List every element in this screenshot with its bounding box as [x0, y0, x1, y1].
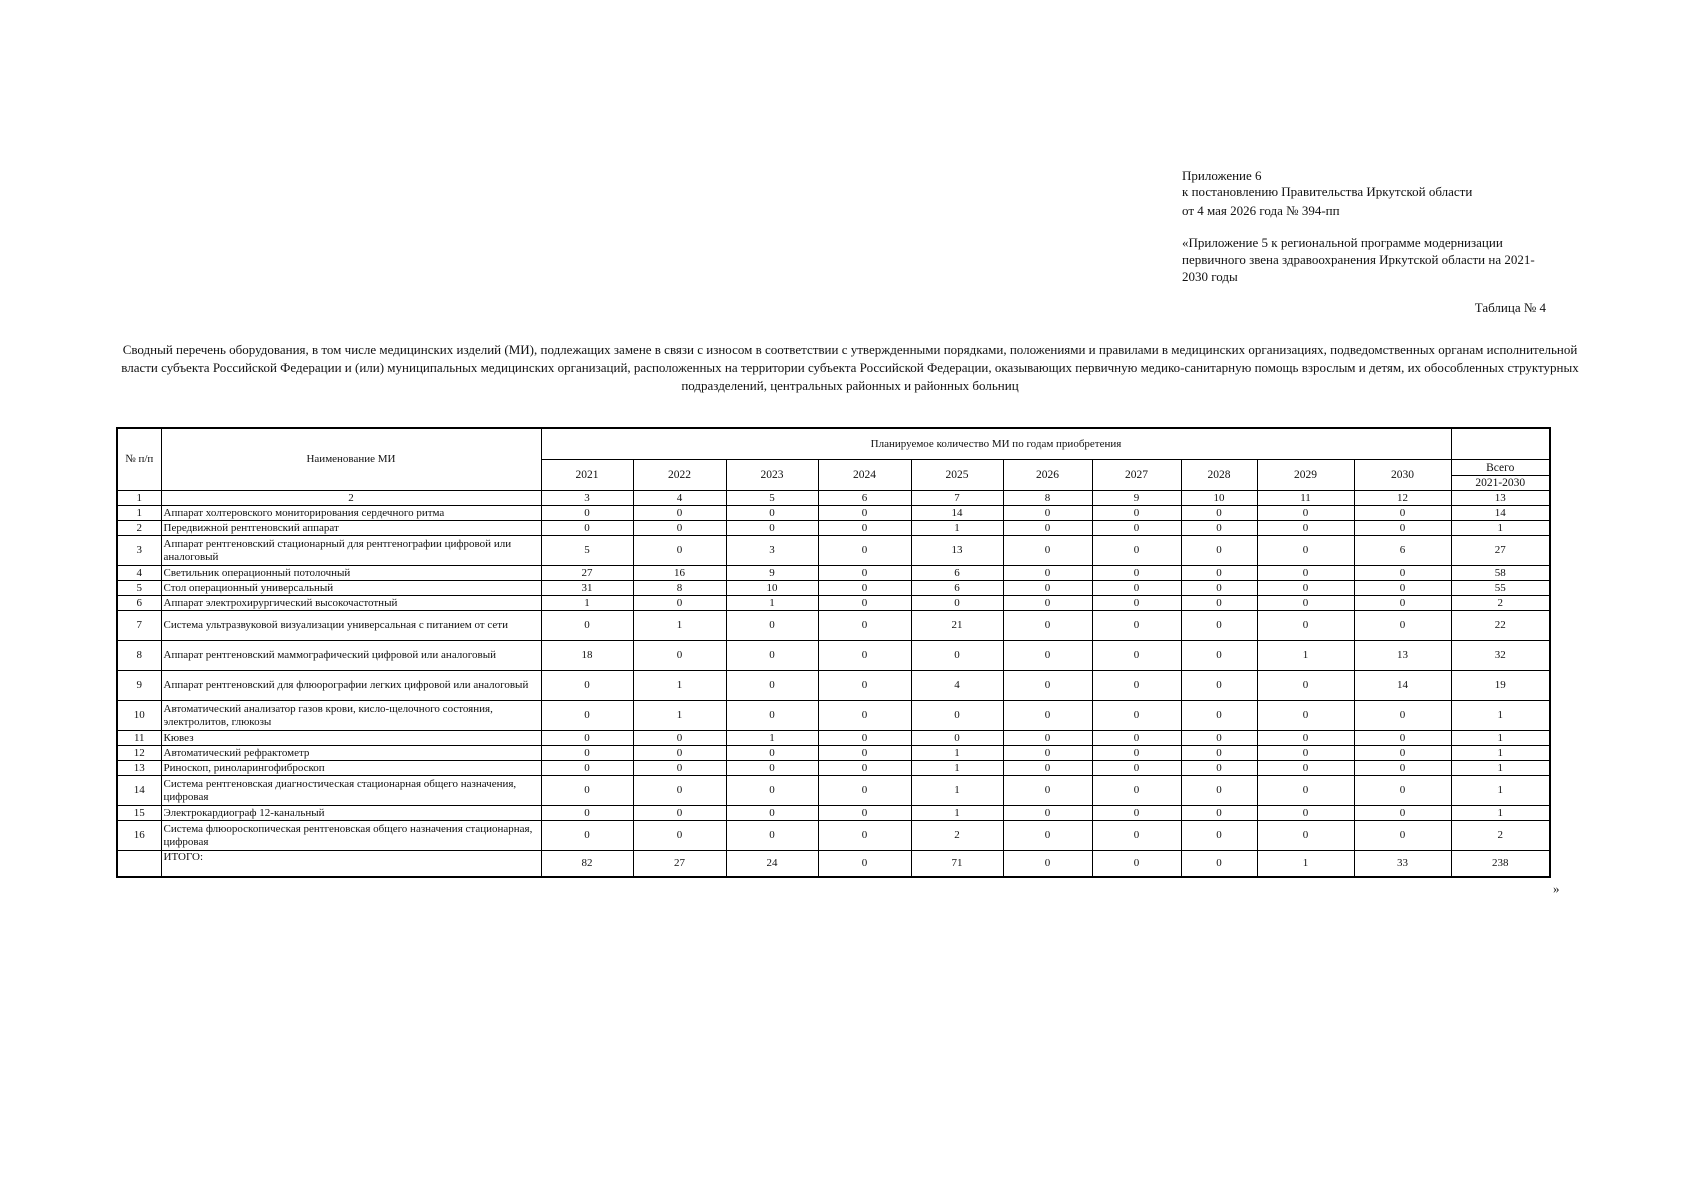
table-row: [117, 671, 1550, 701]
year-quantity: 0: [1354, 521, 1451, 536]
year-quantity: 0: [818, 731, 911, 746]
year-quantity: 0: [541, 521, 633, 536]
year-quantity: 9: [726, 566, 818, 581]
device-name: Риноскоп, риноларингофиброскоп: [161, 761, 541, 776]
program-appendix-reference: «Приложение 5 к региональной программе модернизации первичного звена здравоохранения Иркутской области на 2021-2030 годы: [1182, 235, 1535, 284]
row-total: 1: [1451, 731, 1550, 746]
year-quantity: 0: [1003, 701, 1092, 731]
column-number: 3: [541, 491, 633, 506]
row-number: 14: [117, 776, 161, 806]
year-quantity: 0: [1181, 776, 1257, 806]
year-quantity: 0: [1257, 521, 1354, 536]
year-quantity: 1: [633, 701, 726, 731]
year-quantity: 0: [1003, 641, 1092, 671]
device-name: Передвижной рентгеновский аппарат: [161, 521, 541, 536]
year-quantity: 0: [1354, 746, 1451, 761]
year-quantity: 0: [633, 506, 726, 521]
year-quantity: 0: [1354, 701, 1451, 731]
row-number: 15: [117, 806, 161, 821]
year-quantity: 0: [726, 521, 818, 536]
year-quantity: 0: [1181, 821, 1257, 851]
year-quantity: 0: [726, 611, 818, 641]
document-header: [1182, 168, 1542, 285]
equipment-table-wrapper: [116, 427, 1551, 878]
year-quantity: 0: [541, 821, 633, 851]
row-total: 1: [1451, 521, 1550, 536]
year-quantity: 0: [541, 746, 633, 761]
totals-year-quantity: 24: [726, 851, 818, 878]
year-quantity: 13: [911, 536, 1003, 566]
appendix-number: Приложение 6: [1182, 168, 1262, 183]
column-header-total-spacer: [1451, 428, 1550, 460]
row-number: 6: [117, 596, 161, 611]
year-quantity: 4: [911, 671, 1003, 701]
year-quantity: 0: [1354, 821, 1451, 851]
equipment-table: [116, 427, 1551, 878]
year-quantity: 0: [1257, 596, 1354, 611]
column-header-number: № п/п: [117, 428, 161, 491]
year-quantity: 0: [1092, 731, 1181, 746]
year-quantity: 0: [1257, 506, 1354, 521]
column-header-year: 2025: [911, 460, 1003, 491]
year-quantity: 0: [1181, 806, 1257, 821]
table-row: [117, 611, 1550, 641]
year-quantity: 0: [818, 806, 911, 821]
year-quantity: 0: [1092, 701, 1181, 731]
totals-row: [117, 851, 1550, 878]
year-quantity: 0: [541, 701, 633, 731]
column-number: 5: [726, 491, 818, 506]
year-quantity: 0: [818, 761, 911, 776]
year-quantity: 0: [1003, 671, 1092, 701]
column-number: 2: [161, 491, 541, 506]
table-row: [117, 581, 1550, 596]
year-quantity: 0: [726, 806, 818, 821]
year-quantity: 0: [911, 701, 1003, 731]
column-header-year: 2024: [818, 460, 911, 491]
year-quantity: 6: [911, 566, 1003, 581]
total-period: 2021-2030: [1475, 476, 1526, 489]
year-quantity: 2: [911, 821, 1003, 851]
row-total: 1: [1451, 746, 1550, 761]
row-number: 7: [117, 611, 161, 641]
totals-year-quantity: 0: [1003, 851, 1092, 878]
table-row: [117, 521, 1550, 536]
year-quantity: 0: [1003, 746, 1092, 761]
year-quantity: 0: [1181, 641, 1257, 671]
year-quantity: 0: [633, 776, 726, 806]
year-quantity: 0: [818, 596, 911, 611]
resolution-date: от 4 мая 2026 года № 394-пп: [1182, 203, 1340, 218]
column-number: 1: [117, 491, 161, 506]
year-quantity: 1: [541, 596, 633, 611]
totals-year-quantity: 33: [1354, 851, 1451, 878]
year-quantity: 1: [726, 596, 818, 611]
column-header-year: 2026: [1003, 460, 1092, 491]
totals-year-quantity: 82: [541, 851, 633, 878]
year-quantity: 0: [818, 536, 911, 566]
year-quantity: 0: [1354, 611, 1451, 641]
year-quantity: 1: [726, 731, 818, 746]
year-quantity: 0: [1003, 611, 1092, 641]
year-quantity: 0: [1003, 731, 1092, 746]
year-quantity: 0: [1181, 521, 1257, 536]
table-row: [117, 701, 1550, 731]
year-quantity: 0: [726, 701, 818, 731]
grand-total: 238: [1451, 851, 1550, 878]
year-quantity: 1: [1257, 641, 1354, 671]
year-quantity: 0: [911, 731, 1003, 746]
year-quantity: 0: [633, 536, 726, 566]
totals-year-quantity: 27: [633, 851, 726, 878]
year-quantity: 0: [633, 746, 726, 761]
year-quantity: 0: [1257, 731, 1354, 746]
year-quantity: 0: [726, 506, 818, 521]
totals-year-quantity: 0: [1181, 851, 1257, 878]
table-row: [117, 821, 1550, 851]
year-quantity: 0: [1092, 821, 1181, 851]
row-total: 19: [1451, 671, 1550, 701]
device-name: Аппарат рентгеновский для флюорографии легких цифровой или аналоговый: [161, 671, 541, 701]
row-total: 1: [1451, 776, 1550, 806]
year-quantity: 0: [726, 671, 818, 701]
year-quantity: 0: [911, 641, 1003, 671]
column-number: 7: [911, 491, 1003, 506]
table-row: [117, 641, 1550, 671]
year-quantity: 1: [911, 776, 1003, 806]
row-number: 16: [117, 821, 161, 851]
row-total: 1: [1451, 761, 1550, 776]
table-row: [117, 746, 1550, 761]
device-name: Система рентгеновская диагностическая стационарная общего назначения, цифровая: [161, 776, 541, 806]
device-name: Светильник операционный потолочный: [161, 566, 541, 581]
column-header-year: 2028: [1181, 460, 1257, 491]
row-number: 11: [117, 731, 161, 746]
device-name: Стол операционный универсальный: [161, 581, 541, 596]
year-quantity: 0: [726, 641, 818, 671]
column-number: 10: [1181, 491, 1257, 506]
year-quantity: 0: [726, 821, 818, 851]
year-quantity: 0: [1354, 761, 1451, 776]
row-number: 13: [117, 761, 161, 776]
column-number: 8: [1003, 491, 1092, 506]
table-row: [117, 506, 1550, 521]
column-number: 9: [1092, 491, 1181, 506]
year-quantity: 0: [818, 566, 911, 581]
year-quantity: 0: [818, 746, 911, 761]
column-header-total: [1451, 460, 1550, 491]
row-total: 2: [1451, 596, 1550, 611]
column-number: 4: [633, 491, 726, 506]
year-quantity: 16: [633, 566, 726, 581]
year-quantity: 0: [541, 731, 633, 746]
year-quantity: 0: [1003, 506, 1092, 521]
year-quantity: 0: [726, 761, 818, 776]
row-total: 1: [1451, 806, 1550, 821]
year-quantity: 0: [1092, 761, 1181, 776]
table-row: [117, 536, 1550, 566]
year-quantity: 0: [1354, 776, 1451, 806]
device-name: Автоматический рефрактометр: [161, 746, 541, 761]
year-quantity: 0: [1257, 746, 1354, 761]
year-quantity: 0: [1181, 581, 1257, 596]
table-row: [117, 731, 1550, 746]
year-quantity: 0: [911, 596, 1003, 611]
year-quantity: 0: [818, 506, 911, 521]
device-name: Система флюороскопическая рентгеновская общего назначения стационарная, цифровая: [161, 821, 541, 851]
year-quantity: 0: [818, 521, 911, 536]
year-quantity: 0: [1181, 506, 1257, 521]
year-quantity: 1: [633, 671, 726, 701]
device-name: Кювез: [161, 731, 541, 746]
table-row: [117, 806, 1550, 821]
row-number: 9: [117, 671, 161, 701]
year-quantity: 0: [1092, 506, 1181, 521]
year-quantity: 21: [911, 611, 1003, 641]
year-quantity: 0: [633, 521, 726, 536]
year-quantity: 0: [633, 641, 726, 671]
column-header-name: Наименование МИ: [161, 428, 541, 491]
table-body: [117, 428, 1550, 877]
year-quantity: 0: [1257, 821, 1354, 851]
totals-year-quantity: 1: [1257, 851, 1354, 878]
row-total: 14: [1451, 506, 1550, 521]
year-quantity: 0: [1257, 701, 1354, 731]
column-number-row: [117, 491, 1550, 506]
column-header-years-group: Планируемое количество МИ по годам приобретения: [541, 428, 1451, 460]
year-quantity: 0: [1003, 776, 1092, 806]
year-quantity: 1: [633, 611, 726, 641]
device-name: Система ультразвуковой визуализации универсальная с питанием от сети: [161, 611, 541, 641]
column-number: 13: [1451, 491, 1550, 506]
year-quantity: 0: [541, 776, 633, 806]
year-quantity: 0: [1354, 731, 1451, 746]
year-quantity: 1: [911, 746, 1003, 761]
year-quantity: 0: [1181, 611, 1257, 641]
year-quantity: 0: [1354, 806, 1451, 821]
year-quantity: 0: [633, 821, 726, 851]
table-row: [117, 761, 1550, 776]
row-number: 4: [117, 566, 161, 581]
year-quantity: 0: [1257, 776, 1354, 806]
table-row: [117, 776, 1550, 806]
device-name: Автоматический анализатор газов крови, кисло-щелочного состояния, электролитов, глюкозы: [161, 701, 541, 731]
total-label: Всего: [1452, 461, 1550, 476]
year-quantity: 18: [541, 641, 633, 671]
row-number: 10: [117, 701, 161, 731]
row-number: 5: [117, 581, 161, 596]
column-header-year: 2029: [1257, 460, 1354, 491]
year-quantity: 0: [1354, 596, 1451, 611]
year-quantity: 0: [1092, 746, 1181, 761]
year-quantity: 0: [1003, 566, 1092, 581]
year-quantity: 1: [911, 806, 1003, 821]
year-quantity: 0: [818, 641, 911, 671]
year-quantity: 0: [818, 821, 911, 851]
year-quantity: 0: [541, 806, 633, 821]
year-quantity: 0: [1003, 536, 1092, 566]
year-quantity: 0: [1092, 611, 1181, 641]
year-quantity: 0: [726, 746, 818, 761]
year-quantity: 0: [1354, 581, 1451, 596]
year-quantity: 0: [633, 761, 726, 776]
year-quantity: 0: [1092, 596, 1181, 611]
year-quantity: 0: [1092, 536, 1181, 566]
year-quantity: 0: [633, 806, 726, 821]
year-quantity: 0: [1092, 776, 1181, 806]
year-quantity: 0: [1003, 821, 1092, 851]
year-quantity: 31: [541, 581, 633, 596]
year-quantity: 1: [911, 521, 1003, 536]
year-quantity: 0: [1181, 671, 1257, 701]
header-row-1: [117, 428, 1550, 460]
year-quantity: 0: [1181, 701, 1257, 731]
year-quantity: 14: [911, 506, 1003, 521]
year-quantity: 27: [541, 566, 633, 581]
totals-year-quantity: 0: [818, 851, 911, 878]
year-quantity: 0: [1003, 521, 1092, 536]
year-quantity: 0: [541, 506, 633, 521]
year-quantity: 0: [1257, 581, 1354, 596]
totals-label: ИТОГО:: [161, 851, 541, 878]
year-quantity: 0: [818, 701, 911, 731]
row-number: 3: [117, 536, 161, 566]
year-quantity: 0: [1257, 566, 1354, 581]
row-number: 2: [117, 521, 161, 536]
column-header-year: 2023: [726, 460, 818, 491]
year-quantity: 1: [911, 761, 1003, 776]
row-total: 27: [1451, 536, 1550, 566]
year-quantity: 0: [1354, 566, 1451, 581]
year-quantity: 0: [1092, 671, 1181, 701]
table-row: [117, 596, 1550, 611]
year-quantity: 0: [1092, 581, 1181, 596]
row-total: 58: [1451, 566, 1550, 581]
row-total: 1: [1451, 701, 1550, 731]
year-quantity: 0: [1257, 761, 1354, 776]
row-number: 12: [117, 746, 161, 761]
year-quantity: 0: [1181, 731, 1257, 746]
year-quantity: 0: [1257, 611, 1354, 641]
year-quantity: 0: [1181, 761, 1257, 776]
year-quantity: 0: [1092, 806, 1181, 821]
device-name: Аппарат рентгеновский маммографический цифровой или аналоговый: [161, 641, 541, 671]
year-quantity: 0: [1181, 746, 1257, 761]
column-number: 11: [1257, 491, 1354, 506]
year-quantity: 14: [1354, 671, 1451, 701]
totals-year-quantity: 71: [911, 851, 1003, 878]
year-quantity: 6: [1354, 536, 1451, 566]
year-quantity: 3: [726, 536, 818, 566]
year-quantity: 0: [1003, 581, 1092, 596]
year-quantity: 0: [818, 611, 911, 641]
year-quantity: 0: [633, 596, 726, 611]
row-total: 32: [1451, 641, 1550, 671]
year-quantity: 0: [1257, 536, 1354, 566]
year-quantity: 0: [818, 671, 911, 701]
row-total: 2: [1451, 821, 1550, 851]
year-quantity: 0: [726, 776, 818, 806]
year-quantity: 0: [541, 611, 633, 641]
row-number: 1: [117, 506, 161, 521]
year-quantity: 0: [1257, 806, 1354, 821]
year-quantity: 10: [726, 581, 818, 596]
year-quantity: 0: [1181, 536, 1257, 566]
year-quantity: 0: [541, 761, 633, 776]
table-number: Таблица № 4: [1474, 300, 1546, 315]
column-number: 12: [1354, 491, 1451, 506]
year-quantity: 0: [818, 776, 911, 806]
device-name: Аппарат холтеровского мониторирования сердечного ритма: [161, 506, 541, 521]
year-quantity: 0: [1354, 506, 1451, 521]
year-quantity: 0: [1092, 641, 1181, 671]
device-name: Электрокардиограф 12-канальный: [161, 806, 541, 821]
year-quantity: 0: [1181, 566, 1257, 581]
table-row: [117, 566, 1550, 581]
year-quantity: 0: [818, 581, 911, 596]
row-total: 55: [1451, 581, 1550, 596]
year-quantity: 0: [1092, 566, 1181, 581]
column-number: 6: [818, 491, 911, 506]
column-header-year: 2021: [541, 460, 633, 491]
year-quantity: 0: [1003, 596, 1092, 611]
year-quantity: 5: [541, 536, 633, 566]
year-quantity: 0: [1181, 596, 1257, 611]
column-header-year: 2030: [1354, 460, 1451, 491]
row-total: 22: [1451, 611, 1550, 641]
year-quantity: 13: [1354, 641, 1451, 671]
totals-year-quantity: 0: [1092, 851, 1181, 878]
year-quantity: 0: [1003, 761, 1092, 776]
closing-quote: »: [1553, 881, 1560, 896]
year-quantity: 8: [633, 581, 726, 596]
year-quantity: 0: [1257, 671, 1354, 701]
year-quantity: 0: [633, 731, 726, 746]
totals-number-empty: [117, 851, 161, 878]
year-quantity: 0: [1092, 521, 1181, 536]
device-name: Аппарат рентгеновский стационарный для рентгенографии цифровой или аналоговый: [161, 536, 541, 566]
year-quantity: 6: [911, 581, 1003, 596]
year-quantity: 0: [541, 671, 633, 701]
resolution-reference: к постановлению Правительства Иркутской области: [1182, 184, 1473, 199]
column-header-year: 2027: [1092, 460, 1181, 491]
year-quantity: 0: [1003, 806, 1092, 821]
table-title: Сводный перечень оборудования, в том числе медицинских изделий (МИ), подлежащих замене в связи с износом в соответствии с утвержденными порядками, положениями и правилами в медицинских организациях, подведомственных органам исполнительной власти субъекта Российской Федерации и (или) муниципальных медицинских организаций, расположенных на территории субъекта Российской Федерации, оказывающих первичную медико-санитарную помощь взрослым и детям, их обособленных структурных подразделений, центральных районных и районных больниц: [121, 342, 1579, 393]
row-number: 8: [117, 641, 161, 671]
column-header-year: 2022: [633, 460, 726, 491]
device-name: Аппарат электрохирургический высокочастотный: [161, 596, 541, 611]
